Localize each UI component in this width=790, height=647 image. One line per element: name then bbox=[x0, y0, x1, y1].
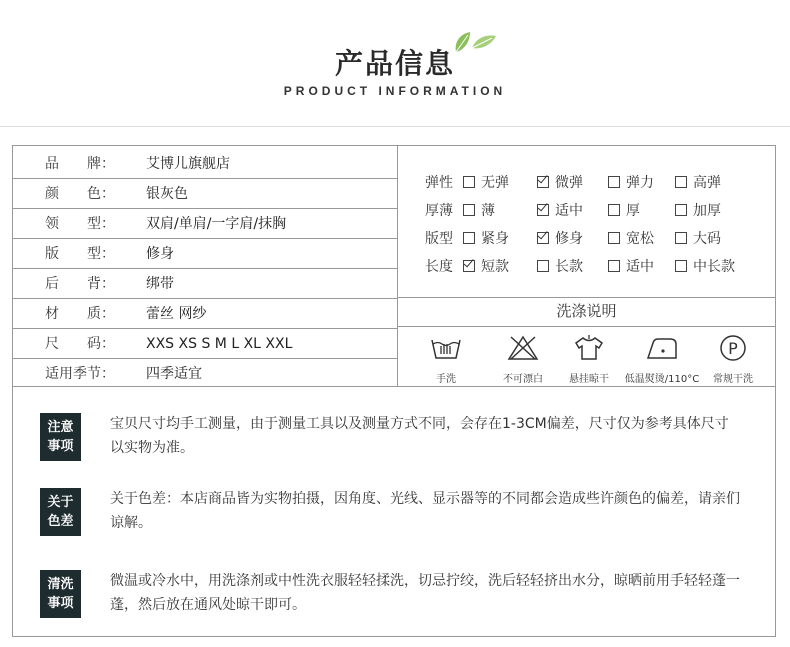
checkbox-icon bbox=[675, 260, 687, 272]
color-tag bbox=[40, 488, 81, 536]
page-title: 产品信息 bbox=[334, 47, 455, 80]
cleaning-tag bbox=[40, 570, 81, 618]
detail-key: 材 质： bbox=[45, 306, 115, 322]
detail-value: 绑带 bbox=[146, 276, 174, 292]
checked-box-icon bbox=[463, 260, 475, 272]
attribute-option-label: 适中 bbox=[555, 203, 583, 219]
notice-tag bbox=[40, 413, 81, 461]
svg-text:P: P bbox=[728, 339, 738, 358]
detail-key: 颜 色： bbox=[45, 186, 115, 202]
notice-text: 宝贝尺寸均手工测量，由于测量工具以及测量方式不同，会存在1-3CM偏差，尺寸仅为参考具体尺寸以实物为准。 bbox=[110, 416, 729, 456]
wash-item bbox=[622, 334, 702, 385]
wash-item bbox=[406, 334, 486, 385]
attribute-option bbox=[463, 256, 509, 276]
checked-box-icon bbox=[537, 204, 549, 216]
wash-item bbox=[549, 334, 629, 385]
tag-line: 注意 bbox=[47, 420, 74, 435]
detail-key: 领 型： bbox=[45, 216, 115, 232]
attribute-option bbox=[463, 172, 509, 192]
checkbox-icon bbox=[608, 260, 620, 272]
attribute-option-label: 适中 bbox=[626, 259, 654, 275]
attribute-label: 弹性 bbox=[425, 175, 453, 191]
attribute-option-label: 宽松 bbox=[626, 231, 654, 247]
detail-key: 适用季节： bbox=[45, 366, 115, 382]
detail-value: 艾博儿旗舰店 bbox=[146, 156, 230, 172]
row-divider bbox=[12, 386, 776, 387]
checkbox-icon bbox=[675, 232, 687, 244]
tag-line: 事项 bbox=[47, 439, 74, 454]
attribute-option bbox=[608, 200, 640, 220]
tag-line: 关于 bbox=[47, 495, 74, 510]
attribute-option bbox=[608, 172, 654, 192]
checkbox-icon bbox=[463, 232, 475, 244]
checkbox-icon bbox=[608, 232, 620, 244]
attribute-option-label: 弹力 bbox=[626, 175, 654, 191]
no-bleach-icon bbox=[506, 334, 540, 362]
checkbox-icon bbox=[608, 204, 620, 216]
column-divider bbox=[397, 145, 398, 386]
cleaning-text: 微温或冷水中，用洗涤剂或中性洗衣服轻轻揉洗，切忌拧绞，洗后轻轻挤出水分，晾晒前用手轻轻蓬一蓬，然后放在通风处晾干即可。 bbox=[110, 573, 740, 613]
attribute-label: 版型 bbox=[425, 231, 453, 247]
attribute-option bbox=[537, 256, 583, 276]
detail-key: 后 背： bbox=[45, 276, 115, 292]
detail-row bbox=[12, 179, 397, 209]
attribute-option bbox=[608, 228, 654, 248]
wash-title: 洗涤说明 bbox=[556, 302, 617, 320]
attribute-option-label: 厚 bbox=[626, 203, 640, 219]
wash-label: 手洗 bbox=[436, 374, 456, 385]
attribute-option-label: 短款 bbox=[481, 259, 509, 275]
checked-box-icon bbox=[537, 176, 549, 188]
attribute-option-label: 高弹 bbox=[693, 175, 721, 191]
attribute-option-label: 长款 bbox=[555, 259, 583, 275]
wash-label: 悬挂晾干 bbox=[569, 374, 609, 385]
dry-clean-icon bbox=[716, 334, 750, 362]
attribute-option bbox=[537, 200, 583, 220]
attribute-option-label: 大码 bbox=[693, 231, 721, 247]
divider bbox=[0, 126, 790, 127]
row-divider bbox=[397, 326, 776, 327]
hand-wash-icon bbox=[429, 334, 463, 362]
attribute-option bbox=[463, 228, 509, 248]
wash-label: 常规干洗 bbox=[713, 374, 753, 385]
attribute-option bbox=[463, 200, 495, 220]
detail-key: 版 型： bbox=[45, 246, 115, 262]
attribute-option bbox=[537, 172, 583, 192]
detail-value: 四季适宜 bbox=[146, 366, 202, 382]
detail-value: 蕾丝 网纱 bbox=[146, 306, 207, 322]
checked-box-icon bbox=[537, 232, 549, 244]
checkbox-icon bbox=[463, 176, 475, 188]
attribute-option-label: 微弹 bbox=[555, 175, 583, 191]
detail-row bbox=[12, 269, 397, 299]
attribute-option-label: 无弹 bbox=[481, 175, 509, 191]
wash-label: 低温熨烫/110°C bbox=[624, 374, 700, 385]
checkbox-icon bbox=[463, 204, 475, 216]
wash-label: 不可漂白 bbox=[503, 374, 543, 385]
checkbox-icon bbox=[537, 260, 549, 272]
detail-row bbox=[12, 359, 397, 389]
attribute-option-label: 修身 bbox=[555, 231, 583, 247]
detail-row bbox=[12, 209, 397, 239]
tag-line: 事项 bbox=[47, 596, 74, 611]
attribute-option bbox=[675, 228, 721, 248]
detail-value: 双肩/单肩/一字肩/抹胸 bbox=[146, 216, 287, 232]
color-text: 关于色差：本店商品皆为实物拍摄，因角度、光线、显示器等的不同都会造成些许颜色的偏差，请亲们谅解。 bbox=[110, 491, 740, 531]
detail-value: 银灰色 bbox=[146, 186, 188, 202]
tag-line: 清洗 bbox=[47, 577, 74, 592]
detail-value: XXS XS S M L XL XXL bbox=[146, 336, 293, 352]
detail-row bbox=[12, 149, 397, 179]
detail-value: 修身 bbox=[146, 246, 174, 262]
attribute-option bbox=[675, 256, 735, 276]
hang-dry-icon bbox=[572, 334, 606, 362]
attribute-option bbox=[675, 200, 721, 220]
attribute-label: 厚薄 bbox=[425, 203, 453, 219]
attribute-option bbox=[675, 172, 721, 192]
detail-key: 品 牌： bbox=[45, 156, 115, 172]
attribute-option bbox=[537, 228, 583, 248]
detail-row bbox=[12, 329, 397, 359]
checkbox-icon bbox=[675, 204, 687, 216]
attribute-option-label: 紧身 bbox=[481, 231, 509, 247]
attribute-label: 长度 bbox=[425, 259, 453, 275]
low-iron-icon bbox=[645, 334, 679, 362]
page-subtitle: PRODUCT INFORMATION bbox=[283, 84, 507, 98]
attribute-option-label: 薄 bbox=[481, 203, 495, 219]
attribute-option-label: 加厚 bbox=[693, 203, 721, 219]
detail-row bbox=[12, 239, 397, 269]
wash-item bbox=[693, 334, 773, 385]
leaf-icon bbox=[450, 30, 500, 56]
checkbox-icon bbox=[675, 176, 687, 188]
checkbox-icon bbox=[608, 176, 620, 188]
attribute-option-label: 中长款 bbox=[693, 259, 735, 275]
detail-row bbox=[12, 299, 397, 329]
attribute-option bbox=[608, 256, 654, 276]
tag-line: 色差 bbox=[47, 514, 74, 529]
detail-key: 尺 码： bbox=[45, 336, 115, 352]
